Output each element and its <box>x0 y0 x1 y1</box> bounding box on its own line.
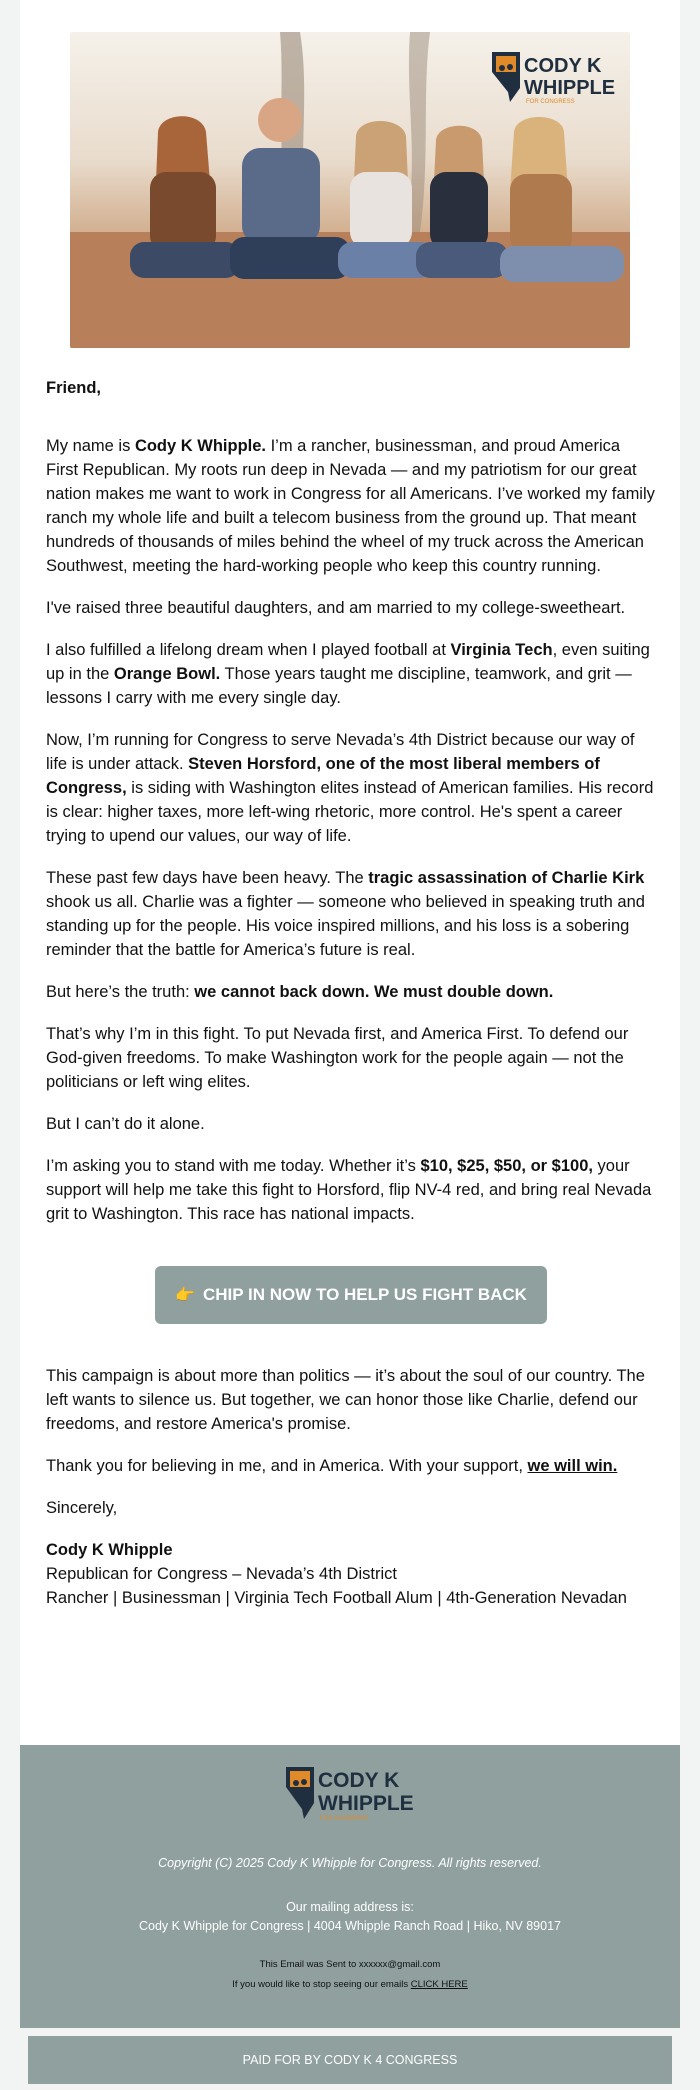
paragraph-running: Now, I’m running for Congress to serve Nevada’s 4th District because our way of life is under attack. Steven Horsford, one of the most liberal members of Congress, is siding with Washington elites instead of American families. His record is clear: higher taxes, more left-wing rhetoric, more control. He's spent a career trying to upend our values, our way of life. <box>46 731 654 845</box>
unsubscribe-line: If you would like to stop seeing our emails CLICK HERE <box>232 1979 468 1990</box>
paragraph-fight: That’s why I’m in this fight. To put Nevada first, and America First. To defend our God-given freedoms. To make Washington work for the people again — not the politicians or left wing elites. <box>46 1025 629 1091</box>
paragraph-family: I've raised three beautiful daughters, and am married to my college-sweetheart. <box>46 599 626 617</box>
footer <box>20 1745 680 2028</box>
svg-text:WHIPPLE: WHIPPLE <box>524 77 616 99</box>
svg-text:FOR CONGRESS: FOR CONGRESS <box>320 1816 369 1822</box>
campaign-logo <box>490 48 620 106</box>
pointing-hand-icon: 👉 <box>175 1287 195 1304</box>
paragraph-alone: But I can’t do it alone. <box>46 1115 205 1133</box>
svg-text:CODY K: CODY K <box>524 55 602 77</box>
paragraph-ask: I’m asking you to stand with me today. Whether it’s $10, $25, $50, or $100, your support will help me take this fight to Horsford, flip NV-4 red, and bring real Nevada grit to Washington. This race has national impacts. <box>46 1157 652 1223</box>
svg-text:CODY K: CODY K <box>318 1769 400 1792</box>
paragraph-charlie: These past few days have been heavy. The tragic assassination of Charlie Kirk shook us all. Charlie was a fighter — someone who believed in speaking truth and standing up for the people. His voice inspired millions, and his loss is a sobering reminder that the battle for America’s future is real. <box>46 869 645 959</box>
cta-container <box>46 1266 656 1324</box>
mailing-address: Cody K Whipple for Congress | 4004 Whipple Ranch Road | Hiko, NV 89017 <box>139 1919 561 1933</box>
footer-logo <box>284 1763 416 1823</box>
mailing-heading: Our mailing address is: <box>286 1900 414 1914</box>
greeting: Friend, <box>46 379 102 397</box>
paragraph-football: I also fulfilled a lifelong dream when I played football at Virginia Tech, even suiting up in the Orange Bowl. Those years taught me discipline, teamwork, and grit — lessons I carry with me every single day. <box>46 641 650 707</box>
hero-photo <box>70 32 630 348</box>
paragraph-truth: But here’s the truth: we cannot back down. We must double down. <box>46 983 554 1001</box>
email-card <box>20 0 680 1745</box>
unsubscribe-link[interactable]: CLICK HERE <box>410 1979 468 1990</box>
chip-in-button[interactable] <box>155 1266 547 1324</box>
signature-tags: Rancher | Businessman | Virginia Tech Football Alum | 4th-Generation Nevadan <box>46 1589 627 1607</box>
signature-name: Cody K Whipple <box>46 1541 173 1559</box>
paragraph-intro: My name is Cody K Whipple. I’m a rancher, businessman, and proud America First Republican. My roots run deep in Nevada — and my patriotism for our great nation makes me want to work in Congress for all Americans. I’ve worked my family ranch my whole life and built a telecom business from the ground up. That meant hundreds of thousands of miles behind the wheel of my truck across the American Southwest, meeting the hard-working people who keep this country running. <box>46 437 655 575</box>
chip-in-button-label: CHIP IN NOW TO HELP US FIGHT BACK <box>202 1285 527 1304</box>
paragraph-campaign: This campaign is about more than politics — it’s about the soul of our country. The left wants to silence us. But together, we can honor those like Charlie, defend our freedoms, and restore America's promise. <box>46 1367 645 1433</box>
person-1 <box>130 116 240 278</box>
letter-body <box>46 360 656 1610</box>
person-4 <box>416 126 508 278</box>
svg-text:FOR CONGRESS: FOR CONGRESS <box>526 99 575 105</box>
person-2 <box>230 98 350 279</box>
person-5 <box>500 117 624 282</box>
sent-to-text: This Email was Sent to xxxxxx@gmail.com <box>259 1959 441 1970</box>
paragraph-thanks: Thank you for believing in me, and in America. With your support, we will win. <box>46 1457 618 1475</box>
copyright-text: Copyright (C) 2025 Cody K Whipple for Congress. All rights reserved. <box>158 1856 542 1870</box>
we-will-win-link[interactable]: we will win. <box>527 1457 618 1475</box>
svg-text:WHIPPLE: WHIPPLE <box>318 1792 414 1815</box>
nevada-logo-icon <box>490 48 620 106</box>
nevada-logo-icon <box>284 1763 416 1823</box>
signature-block <box>46 1538 656 1610</box>
signoff: Sincerely, <box>46 1499 118 1517</box>
signature-title: Republican for Congress – Nevada’s 4th District <box>46 1565 397 1583</box>
paid-for-bar: PAID FOR BY CODY K 4 CONGRESS <box>28 2036 672 2084</box>
